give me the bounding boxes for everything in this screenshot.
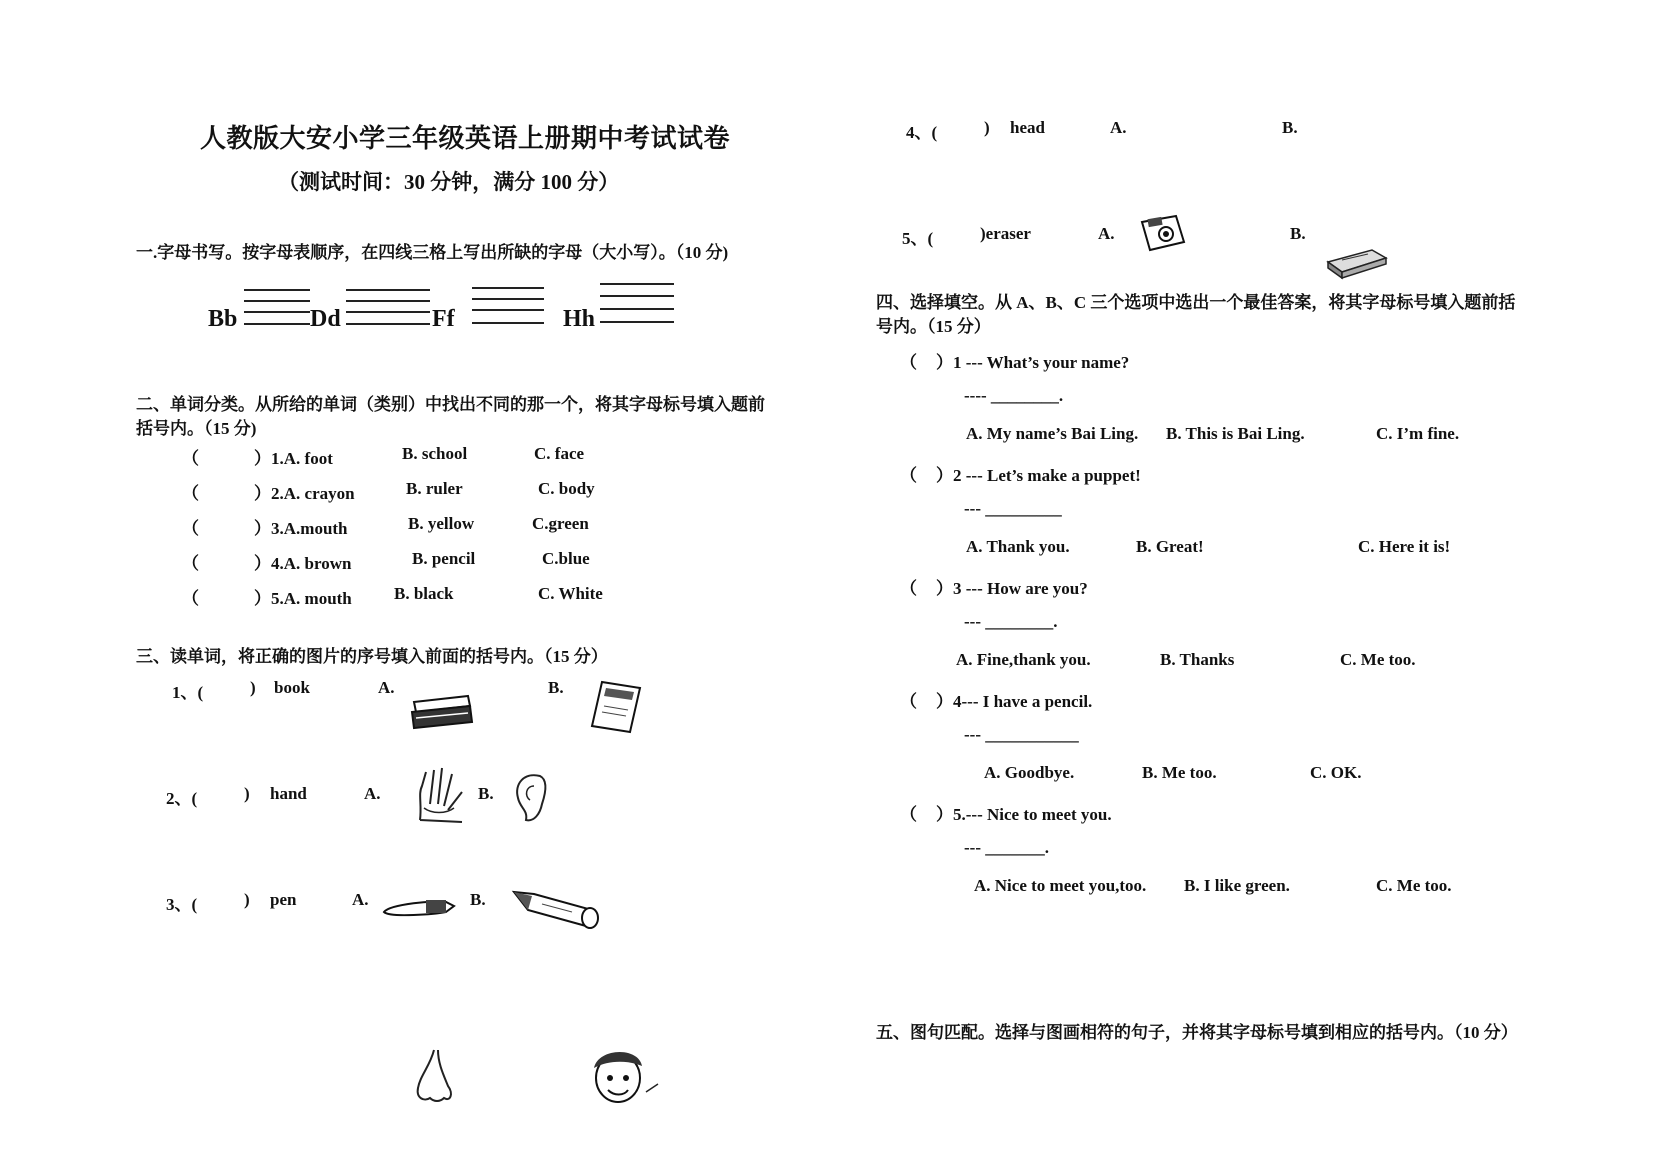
option-b-label: B. xyxy=(478,784,494,803)
answer-paren-close[interactable]: ) xyxy=(244,890,250,909)
reply-blank[interactable]: --- _________ xyxy=(964,499,1062,518)
letter-hh: Hh xyxy=(563,306,596,332)
section2-heading-line1: 二、单词分类。从所给的单词（类别）中找出不同的那一个，将其字母标号填入题前 xyxy=(136,395,765,414)
answer-paren[interactable]: （ xyxy=(900,692,917,711)
option-b: B. ruler xyxy=(406,479,463,498)
answer-paren-close[interactable]: ) xyxy=(244,784,250,803)
item-stem: ）1.A. foot xyxy=(254,449,333,468)
item-stem: ）3.A.mouth xyxy=(254,519,348,538)
option-a-label: A. xyxy=(1098,224,1115,243)
item-stem: ）5.A. mouth xyxy=(254,589,352,608)
item-word: book xyxy=(274,678,310,697)
option-c: C. face xyxy=(534,444,585,463)
option-b: B. Great! xyxy=(1136,537,1204,556)
answer-paren[interactable]: （ xyxy=(900,466,917,485)
answer-paren[interactable]: （ xyxy=(182,484,199,503)
option-c: C. I’m fine. xyxy=(1376,424,1460,443)
option-b: B. I like green. xyxy=(1184,876,1290,895)
answer-paren[interactable]: （ xyxy=(182,519,199,538)
option-a-label: A. xyxy=(364,784,381,803)
option-b-label: B. xyxy=(1290,224,1306,243)
option-a: A. Nice to meet you,too. xyxy=(974,876,1147,895)
item-number: 4、( xyxy=(906,123,938,142)
option-b: B. Thanks xyxy=(1160,650,1235,669)
option-a: A. Goodbye. xyxy=(984,763,1075,782)
item-word: head xyxy=(1010,118,1045,137)
item-word: hand xyxy=(270,784,307,803)
answer-paren-close[interactable]: ) xyxy=(250,678,256,697)
option-a-label: A. xyxy=(352,890,369,909)
answer-paren[interactable]: （ xyxy=(182,449,199,468)
page-title: 人教版大安小学三年级英语上册期中考试试卷 xyxy=(200,124,731,153)
pen-icon xyxy=(380,894,458,924)
answer-paren[interactable]: （ xyxy=(900,353,917,372)
question-text: ）2 --- Let’s make a puppet! xyxy=(936,466,1141,485)
letter-bb: Bb xyxy=(208,306,238,332)
option-a: A. Fine,thank you. xyxy=(956,650,1091,669)
option-c: C. Me too. xyxy=(1376,876,1452,895)
section2-heading-line2: 括号内。（15 分) xyxy=(136,419,257,438)
option-b-label: B. xyxy=(470,890,486,909)
four-line-grid-3[interactable] xyxy=(472,286,546,326)
option-b: B. Me too. xyxy=(1142,763,1217,782)
question-text: ）1 --- What’s your name? xyxy=(936,353,1130,372)
pencil-case-icon xyxy=(408,686,474,730)
four-line-grid-4[interactable] xyxy=(600,282,676,326)
book-icon xyxy=(588,678,644,736)
boy-head-icon xyxy=(584,1042,664,1108)
four-line-grid-2[interactable] xyxy=(346,288,432,328)
hand-icon xyxy=(412,764,470,826)
section1-heading: 一.字母书写。按字母表顺序，在四线三格上写出所缺的字母（大小写）。（10 分) xyxy=(136,243,729,262)
answer-paren[interactable]: （ xyxy=(182,554,199,573)
option-b-label: B. xyxy=(548,678,564,697)
reply-blank[interactable]: --- _______. xyxy=(964,838,1049,857)
four-line-grid-1[interactable] xyxy=(244,288,310,328)
answer-paren[interactable]: （ xyxy=(182,589,199,608)
option-c: C. OK. xyxy=(1310,763,1362,782)
answer-paren[interactable]: （ xyxy=(900,579,917,598)
section3-heading: 三、读单词，将正确的图片的序号填入前面的括号内。（15 分） xyxy=(136,647,608,666)
option-c: C.green xyxy=(532,514,589,533)
item-word: pen xyxy=(270,890,297,909)
section5-heading: 五、图句匹配。选择与图画相符的句子，并将其字母标号填到相应的括号内。（10 分） xyxy=(876,1023,1518,1042)
question-text: ）4--- I have a pencil. xyxy=(936,692,1093,711)
option-b: B. school xyxy=(402,444,468,463)
option-c: C. body xyxy=(538,479,595,498)
pencil-sharpener-icon xyxy=(1136,212,1188,254)
option-b-label: B. xyxy=(1282,118,1298,137)
option-b: B. yellow xyxy=(408,514,475,533)
reply-blank[interactable]: ---- ________. xyxy=(964,386,1064,405)
option-b: B. black xyxy=(394,584,454,603)
item-number: 3、( xyxy=(166,895,198,914)
option-c: C.blue xyxy=(542,549,590,568)
option-a-label: A. xyxy=(1110,118,1127,137)
eraser-icon xyxy=(1324,246,1390,280)
item-number: 5、( xyxy=(902,229,934,248)
ear-icon xyxy=(510,770,550,824)
letter-dd: Dd xyxy=(310,306,341,332)
reply-blank[interactable]: --- ________. xyxy=(964,612,1058,631)
nose-icon xyxy=(410,1046,456,1106)
answer-paren-close[interactable]: )eraser xyxy=(980,224,1031,243)
answer-paren-close[interactable]: ) xyxy=(984,118,990,137)
question-text: ）3 --- How are you? xyxy=(936,579,1088,598)
option-b: B. pencil xyxy=(412,549,476,568)
reply-blank[interactable]: --- ___________ xyxy=(964,725,1079,744)
option-c: C. White xyxy=(538,584,603,603)
option-c: C. Here it is! xyxy=(1358,537,1451,556)
letter-ff: Ff xyxy=(432,306,455,332)
option-a: A. My name’s Bai Ling. xyxy=(966,424,1139,443)
item-stem: ）2.A. crayon xyxy=(254,484,355,503)
option-a-label: A. xyxy=(378,678,395,697)
option-c: C. Me too. xyxy=(1340,650,1416,669)
section4-heading-line2: 号内。（15 分） xyxy=(876,317,991,336)
item-number: 2、( xyxy=(166,789,198,808)
page-subtitle: （测试时间：30 分钟，满分 100 分） xyxy=(278,170,620,194)
section4-heading-line1: 四、选择填空。从 A、B、C 三个选项中选出一个最佳答案，将其字母标号填入题前括 xyxy=(876,293,1516,312)
option-a: A. Thank you. xyxy=(966,537,1070,556)
item-stem: ）4.A. brown xyxy=(254,554,352,573)
pencil-icon xyxy=(512,884,604,930)
option-b: B. This is Bai Ling. xyxy=(1166,424,1305,443)
question-text: ）5.--- Nice to meet you. xyxy=(936,805,1112,824)
item-number: 1、( xyxy=(172,683,204,702)
answer-paren[interactable]: （ xyxy=(900,805,917,824)
